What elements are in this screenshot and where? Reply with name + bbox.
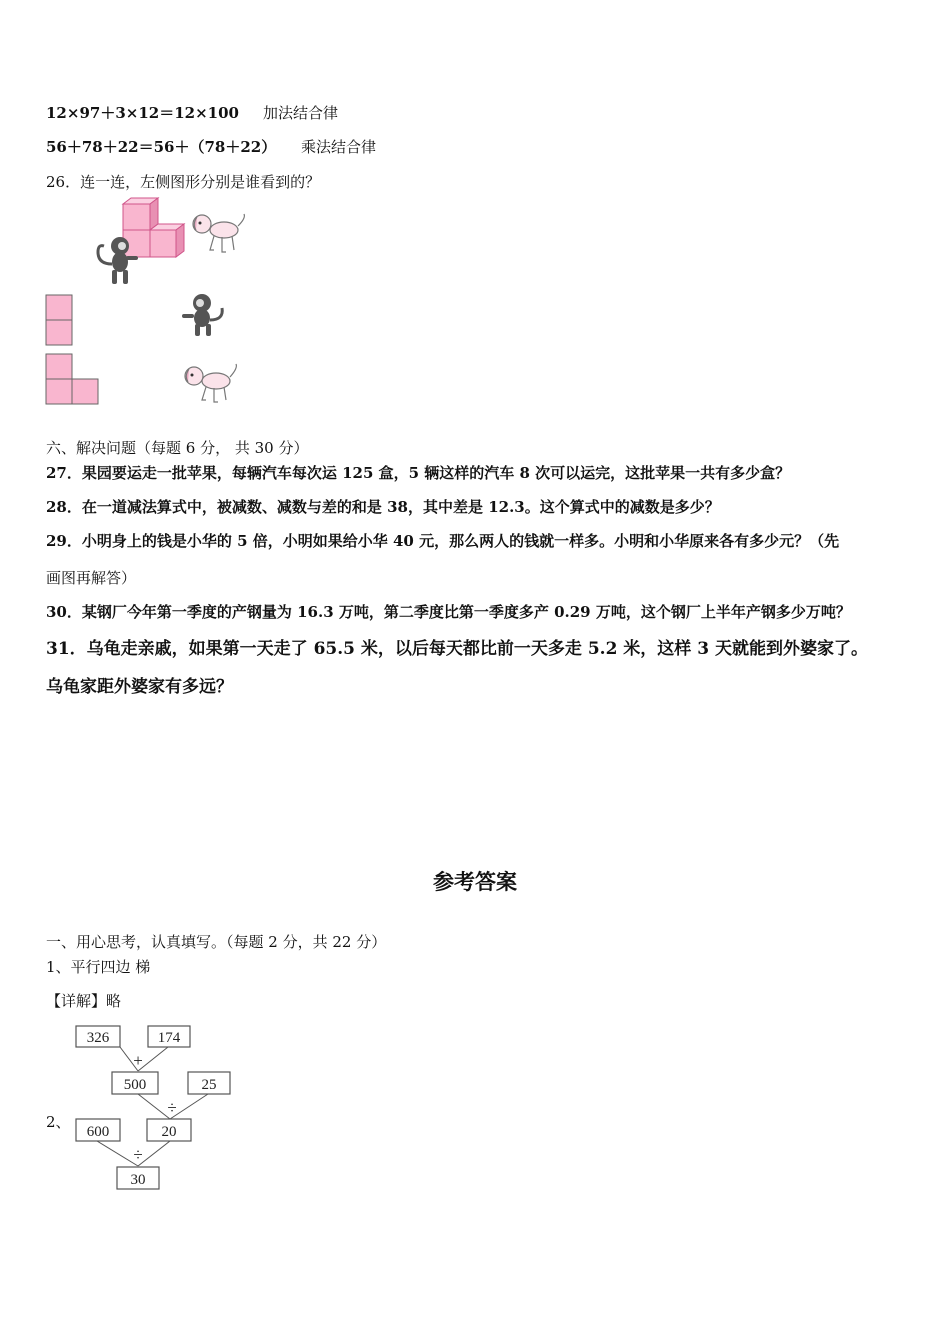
monkey-icon [92, 234, 142, 290]
calculation-tree [70, 1022, 270, 1197]
answer-title: 参考答案 [433, 869, 517, 894]
view-shape-l [45, 353, 101, 407]
section-6-heading: 六、解决问题（每题 6 分， 共 30 分） [46, 439, 309, 457]
plus-operator: + [133, 1051, 143, 1070]
tree-value-20: 20 [161, 1124, 177, 1140]
question-26: 26．连一连，左侧图形分别是谁看到的？ [46, 173, 321, 191]
tree-node-30 [117, 1167, 159, 1189]
question-31-line2: 乌龟家距外婆家有多远？ [46, 677, 233, 697]
question-31-line1: 31．乌龟走亲戚，如果第一天走了 65.5 米，以后每天都比前一天多走 5.2 米，这样 3 天就能到外婆家了。 [46, 639, 868, 659]
divide-operator: ÷ [133, 1145, 143, 1164]
answer-1: 1、平行四边 梯 [46, 958, 151, 976]
tree-node-25 [188, 1072, 230, 1094]
tree-value-174: 174 [157, 1030, 181, 1046]
answer-2-label: 2、 [46, 1113, 71, 1131]
answer-section-1-heading: 一、用心思考，认真填写。（每题 2 分，共 22 分） [46, 933, 387, 951]
law-expr-2: 56＋78＋22＝56＋（78＋22） [46, 138, 277, 156]
view-shape-vertical [45, 294, 75, 348]
tree-value-500: 500 [123, 1077, 147, 1093]
tree-value-326: 326 [86, 1030, 110, 1046]
law-name-2: 乘法结合律 [301, 138, 377, 156]
tree-value-25: 25 [201, 1077, 217, 1093]
tree-value-600: 600 [86, 1124, 110, 1140]
question-29-line2: 画图再解答） [46, 569, 137, 587]
tree-value-30: 30 [130, 1172, 146, 1188]
dog-icon [188, 210, 248, 256]
question-29-line1: 29．小明身上的钱是小华的 5 倍，小明如果给小华 40 元，那么两人的钱就一样多。小明和小华原来各有多少元？（先 [46, 532, 840, 550]
question-27: 27．果园要运走一批苹果，每辆汽车每次运 125 盒，5 辆这样的汽车 8 次可以运完，这批苹果一共有多少盒？ [46, 464, 791, 482]
tree-node-500 [112, 1072, 158, 1094]
question-28: 28．在一道减法算式中，被减数、减数与差的和是 38，其中差是 12.3。这个算式中的减数是多少？ [46, 498, 720, 516]
divide-operator: ÷ [167, 1098, 177, 1117]
answer-1-detail: 【详解】略 [46, 992, 122, 1010]
law-expr-1: 12×97＋3×12＝12×100 [46, 104, 239, 122]
tree-node-326 [76, 1026, 120, 1047]
question-30: 30．某钢厂今年第一季度的产钢量为 16.3 万吨，第二季度比第一季度多产 0.29 万吨，这个钢厂上半年产钢多少万吨？ [46, 603, 851, 621]
monkey-icon [180, 292, 230, 340]
law-name-1: 加法结合律 [263, 104, 339, 122]
tree-node-174 [148, 1026, 190, 1047]
tree-node-20 [147, 1119, 191, 1141]
dog-icon [182, 362, 242, 406]
tree-node-600 [76, 1119, 120, 1141]
